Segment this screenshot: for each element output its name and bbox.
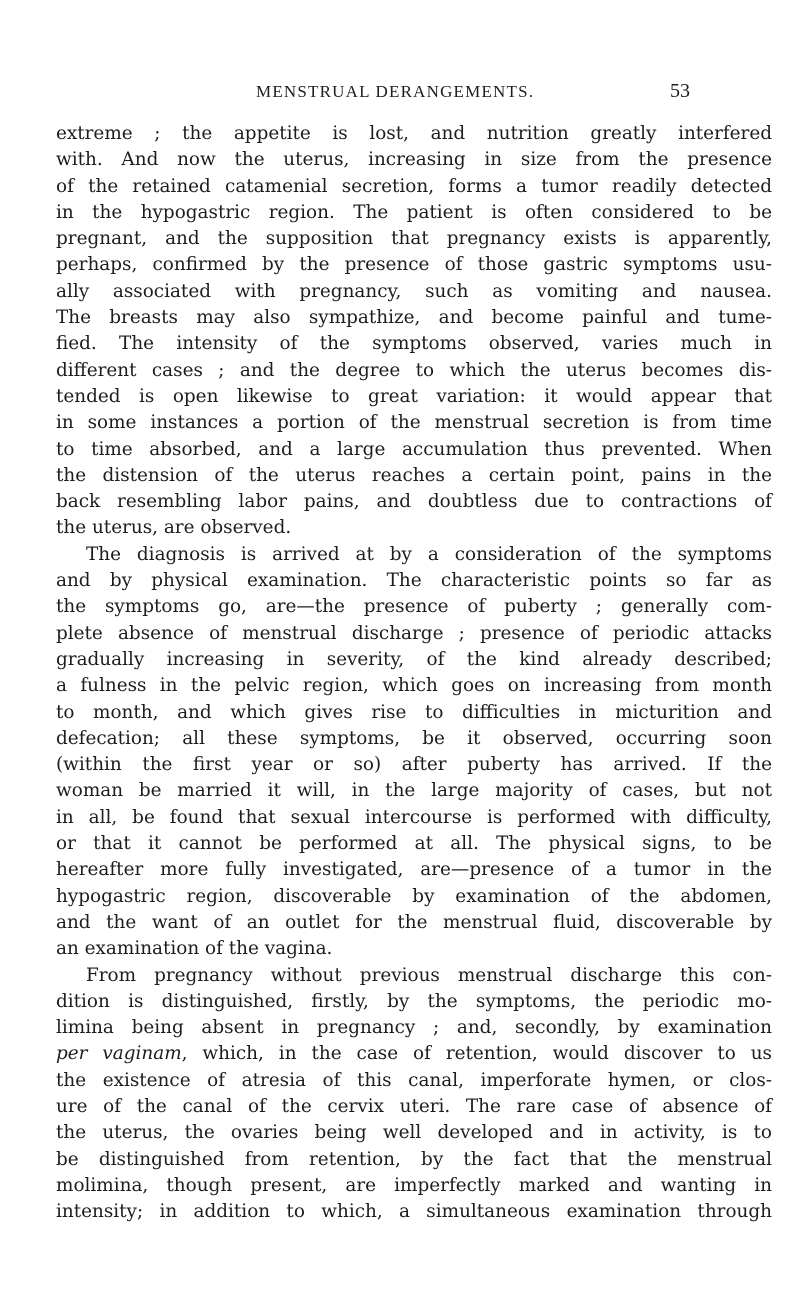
text-line: The breasts may also sympathize, and become painful and tume-	[56, 307, 772, 329]
text-line: molimina, though present, are imperfectly marked and wanting in	[56, 1174, 772, 1196]
text-line: (within the first year or so) after puberty has arrived. If the	[56, 754, 772, 776]
text-line: fied. The intensity of the symptoms observed, varies much in	[56, 333, 772, 355]
page-header	[0, 76, 801, 106]
text-line: woman be married it will, in the large majority of cases, but not	[56, 780, 772, 802]
text-line: intensity; in addition to which, a simultaneous examination through	[56, 1201, 772, 1223]
text-line: From pregnancy without previous menstrual discharge this con-	[86, 964, 772, 986]
text-line: in all, be found that sexual intercourse is performed with difficulty,	[56, 806, 772, 828]
text-line: hereafter more fully investigated, are—presence of a tumor in the	[56, 859, 772, 881]
text-line: the uterus, are observed.	[56, 517, 292, 539]
text-line: defecation; all these symptoms, be it observed, occurring soon	[56, 727, 772, 749]
text-line: the existence of atresia of this canal, imperforate hymen, or clos-	[56, 1069, 772, 1091]
text-line: with. And now the uterus, increasing in size from the presence	[56, 149, 772, 171]
text-line: The diagnosis is arrived at by a consideration of the symptoms	[86, 543, 772, 565]
text-line: or that it cannot be performed at all. The physical signs, to be	[56, 833, 772, 855]
text-line: and the want of an outlet for the menstrual fluid, discoverable by	[56, 911, 772, 933]
text-line: extreme ; the appetite is lost, and nutrition greatly interfered	[56, 123, 772, 144]
text-line: different cases ; and the degree to which the uterus becomes dis-	[56, 359, 772, 381]
text-line: to time absorbed, and a large accumulation thus prevented. When	[56, 438, 772, 460]
text-line: in the hypogastric region. The patient is often considered to be	[56, 201, 772, 223]
text-line-segment: , which, in the case of retention, would discover to us	[181, 1043, 772, 1065]
text-line: an examination of the vagina.	[56, 938, 333, 960]
text-line: perhaps, confirmed by the presence of those gastric symptoms usu-	[56, 254, 772, 276]
text-line: plete absence of menstrual discharge ; presence of periodic attacks	[56, 622, 772, 644]
text-line: to month, and which gives rise to difficulties in micturition and	[56, 701, 772, 723]
italic-phrase: per vaginam	[56, 1043, 182, 1065]
text-line: the distension of the uterus reaches a certain point, pains in the	[56, 464, 772, 486]
text-line: and by physical examination. The characteristic points so far as	[56, 570, 772, 592]
text-line: of the retained catamenial secretion, forms a tumor readily detected	[56, 175, 772, 197]
text-line	[56, 1041, 772, 1067]
text-line: ally associated with pregnancy, such as vomiting and nausea.	[56, 280, 772, 302]
text-line: tended is open likewise to great variation: it would appear that	[56, 385, 772, 407]
body-text	[56, 121, 772, 1225]
text-line: the symptoms go, are—the presence of puberty ; generally com-	[56, 596, 772, 618]
text-line: in some instances a portion of the menstrual secretion is from time	[56, 412, 772, 434]
text-line: the uterus, the ovaries being well developed and in activity, is to	[56, 1122, 772, 1144]
text-line: dition is distinguished, firstly, by the symptoms, the periodic mo-	[56, 990, 772, 1012]
text-line: a fulness in the pelvic region, which goes on increasing from month	[56, 675, 772, 697]
text-line: be distinguished from retention, by the fact that the menstrual	[56, 1148, 772, 1170]
text-line: back resembling labor pains, and doubtless due to contractions of	[56, 491, 772, 513]
text-line: ure of the canal of the cervix uteri. The rare case of absence of	[56, 1095, 772, 1117]
running-title: MENSTRUAL DERANGEMENTS.	[256, 82, 535, 101]
page-number: 53	[670, 80, 690, 102]
text-line: gradually increasing in severity, of the kind already described;	[56, 648, 772, 670]
text-line: hypogastric region, discoverable by examination of the abdomen,	[56, 885, 772, 907]
text-line: pregnant, and the supposition that pregnancy exists is apparently,	[56, 228, 772, 250]
text-line: limina being absent in pregnancy ; and, secondly, by examination	[56, 1017, 772, 1039]
